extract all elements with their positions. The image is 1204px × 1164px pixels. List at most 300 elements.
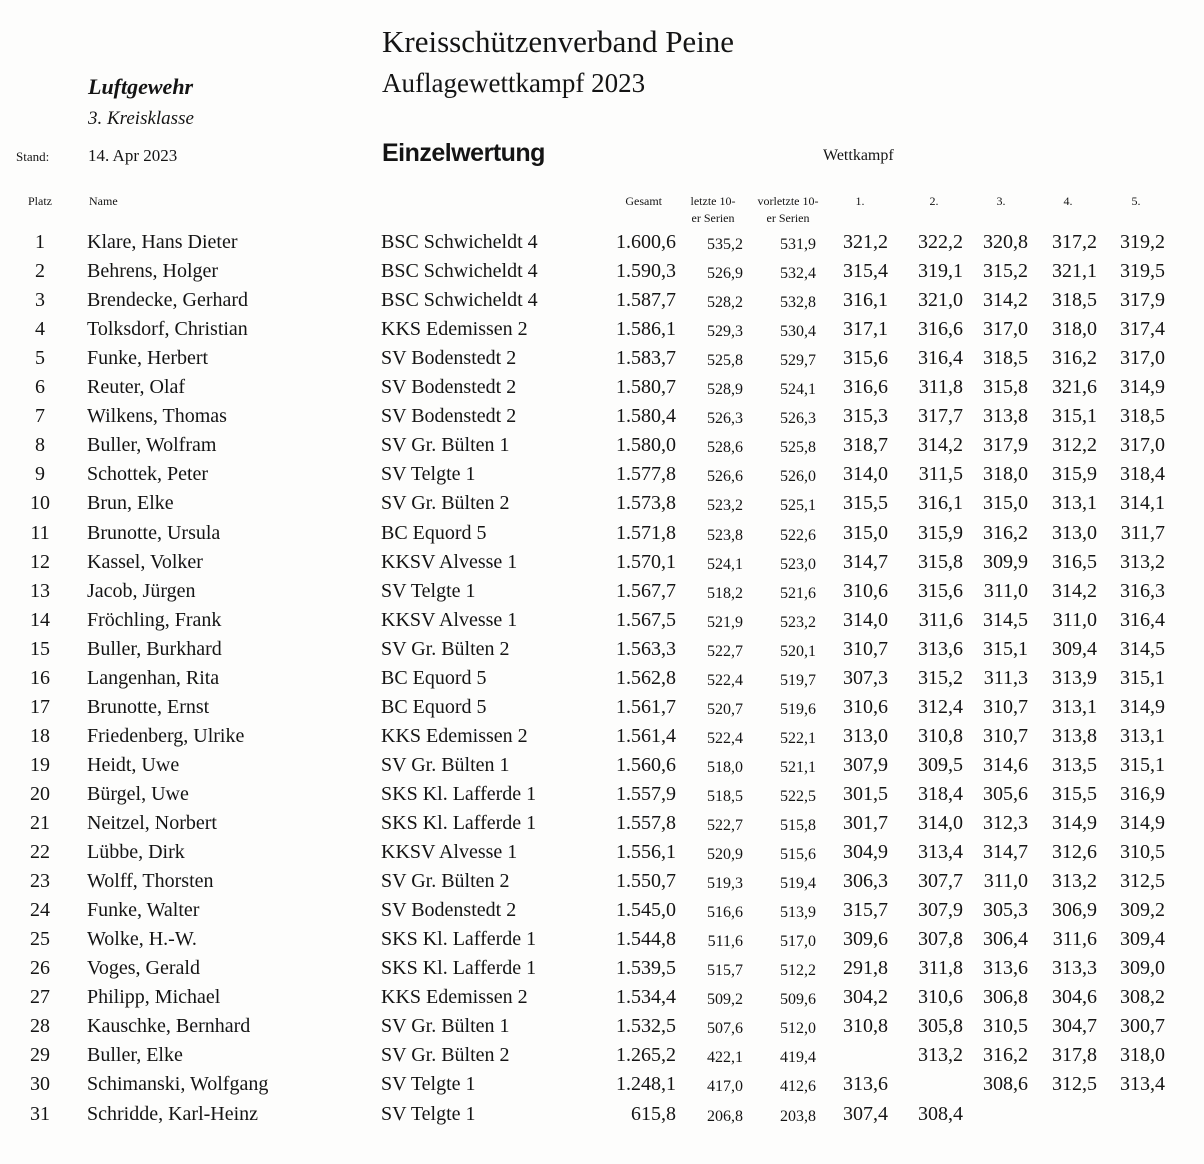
cell-wettkampf-1: 316,6 [843,376,888,399]
cell-prev-series: 525,8 [780,439,816,457]
cell-last-series: 526,6 [707,468,743,486]
cell-wettkampf-5: 314,9 [1120,695,1165,718]
stand-label: Stand: [16,149,50,164]
cell-last-series: 520,9 [707,846,743,864]
cell-place: 26 [30,957,50,980]
cell-wettkampf-2: 313,4 [918,841,963,864]
table-row [0,344,1204,373]
document-subtitle: Auflagewettkampf 2023 [382,68,646,98]
cell-wettkampf-5: 317,4 [1120,318,1165,341]
cell-wettkampf-3: 310,5 [983,1015,1028,1038]
cell-prev-series: 526,3 [780,410,816,428]
cell-total: 1.562,8 [616,666,676,689]
cell-wettkampf-1: 304,2 [843,986,888,1009]
stand-date: 14. Apr 2023 [88,146,178,165]
cell-club: BSC Schwicheldt 4 [381,231,538,253]
cell-wettkampf-4: 313,3 [1052,957,1097,980]
cell-wettkampf-5: 310,5 [1120,841,1165,864]
cell-wettkampf-4: 316,2 [1052,347,1097,370]
column-header-wettkampf-5: 5. [1131,194,1141,208]
cell-name: Buller, Elke [87,1044,183,1067]
cell-wettkampf-4: 321,6 [1052,376,1097,399]
cell-wettkampf-2: 311,8 [918,376,963,399]
cell-wettkampf-3: 314,2 [983,289,1028,312]
cell-club: SV Telgte 1 [381,463,476,486]
cell-wettkampf-4: 313,1 [1052,492,1097,515]
cell-wettkampf-4: 317,2 [1052,231,1097,253]
cell-name: Buller, Wolfram [87,434,217,457]
cell-wettkampf-4: 311,0 [1052,608,1097,631]
cell-prev-series: 523,2 [780,613,816,631]
cell-wettkampf-5: 309,4 [1120,928,1165,951]
cell-total: 1.534,4 [616,986,676,1009]
cell-wettkampf-3: 314,6 [983,753,1028,776]
cell-wettkampf-2: 309,5 [918,753,963,776]
table-row [0,1100,1204,1129]
cell-name: Wilkens, Thomas [87,405,227,428]
cell-total: 1.600,6 [616,231,676,253]
table-row [0,693,1204,722]
cell-prev-series: 532,8 [780,294,816,312]
table-row [0,751,1204,780]
cell-total: 1.557,9 [616,782,676,805]
cell-name: Buller, Burkhard [87,637,222,660]
cell-wettkampf-5: 317,9 [1120,289,1165,312]
cell-total: 1.557,8 [616,812,676,834]
cell-last-series: 522,4 [707,729,743,747]
cell-prev-series: 532,4 [780,265,816,283]
cell-wettkampf-2: 313,6 [918,637,963,660]
cell-place: 27 [30,986,50,1009]
cell-wettkampf-4: 314,2 [1052,579,1097,602]
column-header-wettkampf-3: 3. [996,194,1006,208]
cell-name: Voges, Gerald [87,957,200,980]
cell-last-series: 206,8 [707,1107,743,1125]
cell-total: 1.580,0 [616,434,676,457]
cell-wettkampf-2: 321,0 [918,289,963,312]
cell-wettkampf-4: 315,9 [1052,463,1097,486]
table-row [0,954,1204,983]
cell-place: 11 [30,521,50,544]
cell-wettkampf-4: 315,1 [1052,405,1097,428]
table-row [0,1041,1204,1070]
cell-total: 1.556,1 [616,841,676,864]
cell-club: BSC Schwicheldt 4 [381,289,538,312]
cell-total: 1.580,4 [616,405,676,428]
cell-wettkampf-4: 313,2 [1052,870,1097,893]
cell-place: 7 [35,405,45,428]
cell-total: 1.561,7 [616,695,676,718]
cell-club: SV Gr. Bülten 2 [381,492,510,515]
cell-name: Kassel, Volker [87,550,203,573]
cell-wettkampf-5: 312,5 [1120,870,1165,893]
cell-name: Schridde, Karl-Heinz [87,1102,259,1125]
cell-total: 1.560,6 [616,753,676,776]
cell-name: Jacob, Jürgen [87,579,196,602]
cell-place: 16 [30,666,50,689]
cell-club: SV Bodenstedt 2 [381,376,517,399]
cell-wettkampf-2: 311,6 [918,608,963,631]
cell-wettkampf-3: 314,7 [983,841,1028,864]
cell-club: SV Telgte 1 [381,579,476,602]
cell-wettkampf-4: 306,9 [1052,899,1097,922]
cell-name: Lübbe, Dirk [87,841,185,864]
cell-wettkampf-3: 306,8 [983,986,1028,1009]
cell-name: Philipp, Michael [87,986,221,1009]
cell-wettkampf-1: 310,8 [843,1015,888,1038]
cell-wettkampf-3: 315,0 [983,492,1028,515]
cell-place: 4 [35,318,45,341]
cell-club: BC Equord 5 [381,695,487,718]
cell-wettkampf-1: 309,6 [843,928,888,951]
cell-wettkampf-5: 308,2 [1120,986,1165,1009]
cell-place: 19 [30,753,50,776]
cell-club: BSC Schwicheldt 4 [381,260,538,283]
cell-last-series: 518,0 [707,758,743,776]
column-header-wettkampf-2: 2. [929,194,939,208]
cell-wettkampf-5: 300,7 [1120,1015,1165,1038]
cell-wettkampf-3: 310,7 [983,724,1028,747]
competition-heading: Wettkampf [823,147,894,164]
cell-prev-series: 517,0 [780,933,816,951]
cell-wettkampf-5: 313,2 [1120,550,1165,573]
cell-wettkampf-5: 318,0 [1120,1044,1165,1067]
cell-wettkampf-3: 310,7 [983,695,1028,718]
cell-wettkampf-2: 315,6 [918,579,963,602]
cell-wettkampf-1: 307,9 [843,753,888,776]
cell-wettkampf-1: 310,6 [843,695,888,718]
cell-last-series: 422,1 [707,1049,743,1067]
cell-wettkampf-3: 306,4 [983,928,1028,951]
cell-name: Klare, Hans Dieter [87,231,238,253]
cell-wettkampf-1: 304,9 [843,841,888,864]
cell-total: 1.550,7 [616,870,676,893]
table-row [0,228,1204,257]
cell-club: SV Gr. Bülten 2 [381,637,510,660]
cell-wettkampf-3: 316,2 [983,1044,1028,1067]
cell-wettkampf-1: 315,4 [843,260,888,283]
cell-wettkampf-4: 309,4 [1052,637,1097,660]
cell-wettkampf-3: 317,9 [983,434,1028,457]
cell-wettkampf-1: 307,4 [843,1102,888,1125]
cell-wettkampf-1: 310,6 [843,579,888,602]
table-row [0,286,1204,315]
cell-prev-series: 512,2 [780,962,816,980]
cell-place: 20 [30,782,50,805]
cell-wettkampf-2: 311,5 [918,463,963,486]
cell-wettkampf-5: 315,1 [1120,666,1165,689]
cell-wettkampf-1: 301,5 [843,782,888,805]
cell-place: 10 [30,492,50,515]
cell-wettkampf-5: 319,5 [1120,260,1165,283]
cell-wettkampf-1: 315,6 [843,347,888,370]
column-header-last-series [680,193,746,227]
cell-last-series: 528,6 [707,439,743,457]
table-row [0,606,1204,635]
cell-last-series: 519,3 [707,875,743,893]
cell-wettkampf-4: 304,7 [1052,1015,1097,1038]
table-row [0,315,1204,344]
cell-wettkampf-5: 314,9 [1120,376,1165,399]
cell-total: 1.567,5 [616,608,676,631]
cell-name: Schimanski, Wolfgang [87,1073,269,1096]
cell-place: 28 [30,1015,50,1038]
cell-name: Friedenberg, Ulrike [87,724,245,747]
cell-name: Brunotte, Ernst [87,695,210,718]
cell-wettkampf-3: 305,3 [983,899,1028,922]
cell-prev-series: 523,0 [780,555,816,573]
column-header-last-series-line1: letzte 10- [690,194,736,208]
cell-total: 1.587,7 [616,289,676,312]
cell-club: SKS Kl. Lafferde 1 [381,782,537,805]
cell-prev-series: 519,6 [780,700,816,718]
cell-place: 2 [35,260,45,283]
cell-prev-series: 519,7 [780,671,816,689]
cell-wettkampf-3: 311,3 [983,666,1028,689]
cell-place: 1 [35,231,45,253]
cell-club: KKS Edemissen 2 [381,724,528,747]
cell-wettkampf-5: 318,5 [1120,405,1165,428]
cell-wettkampf-2: 316,6 [918,318,963,341]
cell-wettkampf-4: 315,5 [1052,782,1097,805]
cell-wettkampf-1: 315,0 [843,521,888,544]
table-row [0,983,1204,1012]
cell-place: 23 [30,870,50,893]
cell-last-series: 525,8 [707,352,743,370]
cell-wettkampf-5: 317,0 [1120,434,1165,457]
cell-wettkampf-1: 318,7 [843,434,888,457]
cell-club: BC Equord 5 [381,666,487,689]
cell-place: 31 [30,1102,50,1125]
cell-total: 1.590,3 [616,260,676,283]
cell-prev-series: 515,8 [780,817,816,834]
cell-wettkampf-5: 314,5 [1120,637,1165,660]
table-row [0,1070,1204,1099]
cell-wettkampf-2: 307,8 [918,928,963,951]
cell-prev-series: 522,6 [780,526,816,544]
table-row [0,809,1204,838]
table-row [0,402,1204,431]
cell-club: SV Bodenstedt 2 [381,347,517,370]
cell-place: 30 [30,1073,50,1096]
cell-wettkampf-2: 310,8 [918,724,963,747]
cell-club: KKS Edemissen 2 [381,986,528,1009]
table-row [0,373,1204,402]
cell-wettkampf-5: 311,7 [1120,521,1165,544]
cell-wettkampf-3: 312,3 [983,812,1028,834]
cell-club: KKS Edemissen 2 [381,318,528,341]
cell-prev-series: 203,8 [780,1107,816,1125]
cell-wettkampf-3: 311,0 [983,579,1028,602]
table-row [0,519,1204,548]
cell-prev-series: 531,9 [780,236,816,253]
document-title: Kreisschützenverband Peine [382,24,735,59]
cell-last-series: 528,2 [707,294,743,312]
cell-club: SV Gr. Bülten 1 [381,1015,510,1038]
cell-name: Funke, Herbert [87,347,209,370]
cell-last-series: 507,6 [707,1020,743,1038]
cell-prev-series: 525,1 [780,497,816,515]
cell-wettkampf-1: 321,2 [843,231,888,253]
table-row [0,1012,1204,1041]
cell-prev-series: 521,1 [780,758,816,776]
cell-club: SV Bodenstedt 2 [381,405,517,428]
cell-wettkampf-1: 314,0 [843,608,888,631]
cell-name: Bürgel, Uwe [87,782,189,805]
cell-prev-series: 509,6 [780,991,816,1009]
cell-wettkampf-4: 316,5 [1052,550,1097,573]
discipline-label: Luftgewehr [88,74,194,99]
cell-prev-series: 519,4 [780,875,816,893]
cell-wettkampf-2: 310,6 [918,986,963,1009]
cell-club: SKS Kl. Lafferde 1 [381,957,537,980]
table-row [0,896,1204,925]
cell-last-series: 511,6 [707,933,743,951]
cell-last-series: 535,2 [707,236,743,253]
cell-last-series: 518,5 [707,787,743,805]
cell-total: 1.539,5 [616,957,676,980]
cell-wettkampf-3: 305,6 [983,782,1028,805]
cell-wettkampf-4: 314,9 [1052,812,1097,834]
cell-club: BC Equord 5 [381,521,487,544]
cell-wettkampf-5: 313,4 [1120,1073,1165,1096]
cell-wettkampf-1: 310,7 [843,637,888,660]
cell-wettkampf-4: 313,1 [1052,695,1097,718]
cell-last-series: 526,9 [707,265,743,283]
cell-club: SKS Kl. Lafferde 1 [381,928,537,951]
cell-wettkampf-3: 315,2 [983,260,1028,283]
cell-wettkampf-4: 313,9 [1052,666,1097,689]
column-header-name: Name [89,194,118,208]
cell-wettkampf-1: 314,0 [843,463,888,486]
cell-total: 615,8 [631,1102,676,1125]
cell-total: 1.545,0 [616,899,676,922]
cell-wettkampf-3: 309,9 [983,550,1028,573]
cell-name: Schottek, Peter [87,463,209,486]
cell-name: Brun, Elke [87,492,174,515]
cell-prev-series: 515,6 [780,846,816,864]
table-row [0,664,1204,693]
cell-wettkampf-5: 309,2 [1120,899,1165,922]
cell-wettkampf-4: 312,2 [1052,434,1097,457]
cell-wettkampf-4: 313,5 [1052,753,1097,776]
cell-total: 1.570,1 [616,550,676,573]
cell-wettkampf-2: 315,8 [918,550,963,573]
cell-wettkampf-2: 317,7 [918,405,963,428]
cell-total: 1.561,4 [616,724,676,747]
cell-wettkampf-3: 313,8 [983,405,1028,428]
cell-wettkampf-1: 301,7 [843,812,888,834]
cell-name: Brunotte, Ursula [87,521,221,544]
cell-total: 1.563,3 [616,637,676,660]
cell-place: 18 [30,724,50,747]
cell-total: 1.580,7 [616,376,676,399]
cell-wettkampf-2: 316,1 [918,492,963,515]
cell-wettkampf-1: 315,7 [843,899,888,922]
table-row [0,548,1204,577]
cell-total: 1.248,1 [616,1073,676,1096]
cell-wettkampf-4: 312,5 [1052,1073,1097,1096]
cell-last-series: 518,2 [707,584,743,602]
cell-wettkampf-3: 317,0 [983,318,1028,341]
cell-club: KKSV Alvesse 1 [381,550,518,573]
cell-wettkampf-4: 318,0 [1052,318,1097,341]
cell-wettkampf-5: 313,1 [1120,724,1165,747]
cell-wettkampf-2: 322,2 [918,231,963,253]
table-row [0,838,1204,867]
cell-wettkampf-1: 306,3 [843,870,888,893]
cell-wettkampf-2: 319,1 [918,260,963,283]
cell-wettkampf-5: 319,2 [1120,231,1165,253]
table-row [0,460,1204,489]
cell-last-series: 522,4 [707,671,743,689]
cell-place: 6 [35,376,45,399]
table-row [0,489,1204,518]
cell-wettkampf-1: 314,7 [843,550,888,573]
cell-prev-series: 513,9 [780,904,816,922]
cell-wettkampf-2: 315,2 [918,666,963,689]
cell-name: Funke, Walter [87,899,200,922]
cell-last-series: 522,7 [707,817,743,834]
cell-wettkampf-4: 321,1 [1052,260,1097,283]
cell-last-series: 515,7 [707,962,743,980]
cell-total: 1.577,8 [616,463,676,486]
cell-wettkampf-5: 317,0 [1120,347,1165,370]
cell-club: SV Gr. Bülten 2 [381,870,510,893]
table-row [0,722,1204,751]
cell-wettkampf-1: 313,6 [843,1073,888,1096]
cell-wettkampf-3: 311,0 [983,870,1028,893]
cell-name: Tolksdorf, Christian [87,318,248,341]
cell-wettkampf-2: 311,8 [918,957,963,980]
column-header-wettkampf-1: 1. [855,194,865,208]
cell-club: SV Bodenstedt 2 [381,899,517,922]
cell-prev-series: 512,0 [780,1020,816,1038]
cell-wettkampf-5: 316,3 [1120,579,1165,602]
cell-wettkampf-2: 307,9 [918,899,963,922]
cell-wettkampf-3: 313,6 [983,957,1028,980]
cell-wettkampf-3: 318,5 [983,347,1028,370]
cell-place: 5 [35,347,45,370]
cell-wettkampf-5: 309,0 [1120,957,1165,980]
cell-prev-series: 521,6 [780,584,816,602]
cell-wettkampf-5: 318,4 [1120,463,1165,486]
cell-prev-series: 419,4 [780,1049,816,1067]
cell-prev-series: 529,7 [780,352,816,370]
cell-wettkampf-1: 307,3 [843,666,888,689]
cell-wettkampf-2: 316,4 [918,347,963,370]
table-row [0,867,1204,896]
cell-name: Langenhan, Rita [87,666,220,689]
cell-wettkampf-2: 318,4 [918,782,963,805]
cell-name: Fröchling, Frank [87,608,222,631]
cell-name: Kauschke, Bernhard [87,1015,251,1038]
cell-place: 25 [30,928,50,951]
cell-club: SKS Kl. Lafferde 1 [381,812,537,834]
column-header-prev-series-line1: vorletzte 10- [757,194,819,208]
cell-wettkampf-4: 312,6 [1052,841,1097,864]
cell-last-series: 524,1 [707,555,743,573]
cell-total: 1.573,8 [616,492,676,515]
table-row [0,925,1204,954]
cell-total: 1.583,7 [616,347,676,370]
evaluation-heading: Einzelwertung [382,139,545,167]
cell-wettkampf-2: 314,2 [918,434,963,457]
cell-place: 22 [30,841,50,864]
cell-last-series: 509,2 [707,991,743,1009]
cell-club: KKSV Alvesse 1 [381,608,518,631]
cell-total: 1.567,7 [616,579,676,602]
